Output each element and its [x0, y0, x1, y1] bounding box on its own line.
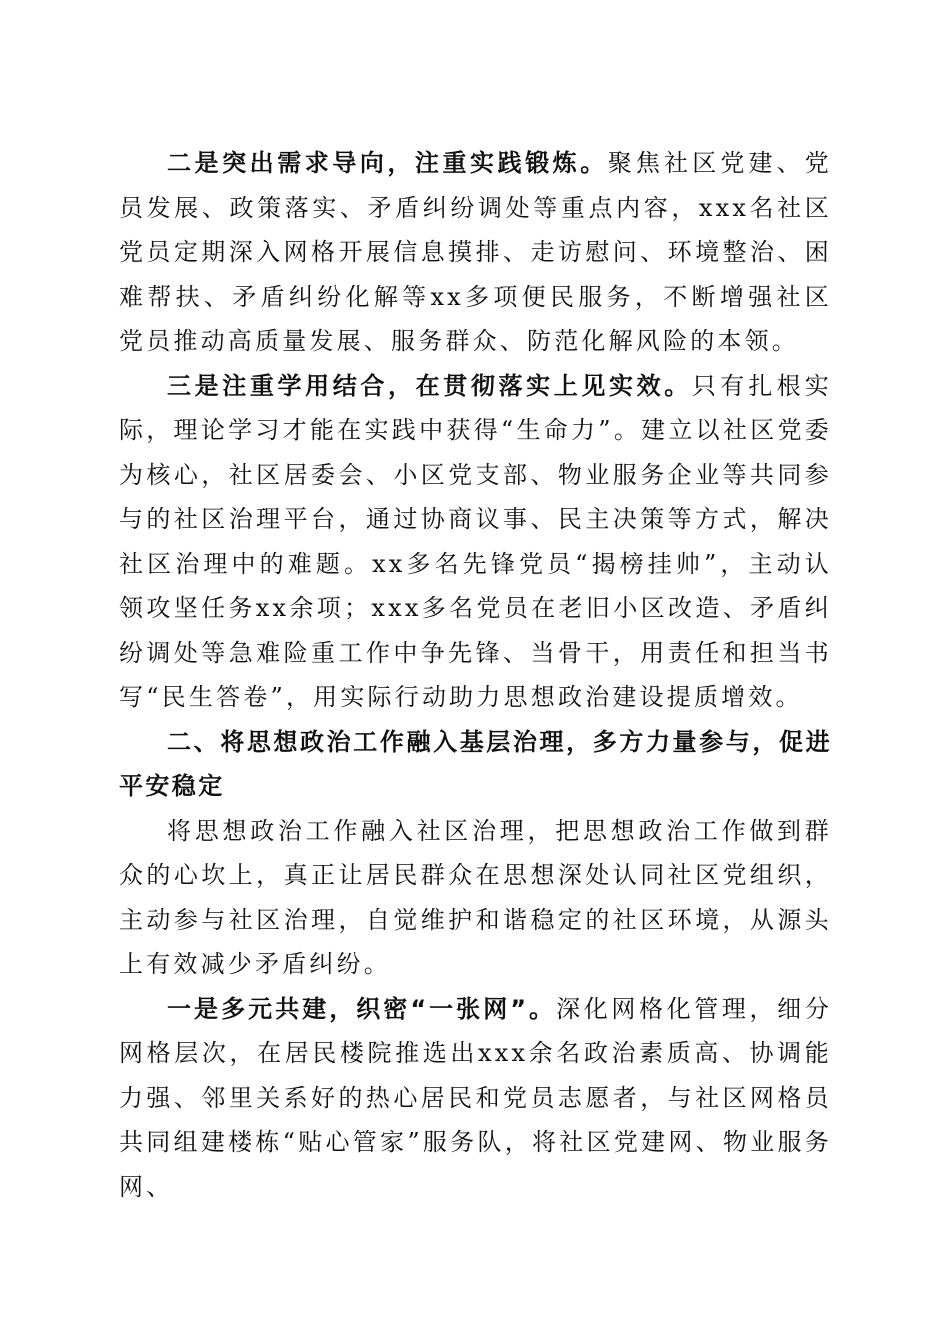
paragraph-practice-training [119, 141, 832, 364]
paragraph-lead: 二是突出需求导向，注重实践锻炼。 [167, 149, 608, 177]
paragraph-learning-application [119, 364, 832, 720]
paragraph-multi-party-building [119, 987, 832, 1210]
paragraph-lead: 三是注重学用结合，在贯彻落实上见实效。 [167, 371, 692, 400]
section-heading: 二、将思想政治工作融入基层治理，多方力量参与，促进平安稳定 [119, 727, 832, 800]
paragraph-lead: 一是多元共建，织密“一张网”。 [167, 994, 557, 1023]
paragraph-text: 深化网格化管理，细分网格层次，在居民楼院推选出xxx余名政治素质高、协调能力强、邻里关系好的热心居民和党员志愿者，与社区网格员共同组建楼栋“贴心管家”服务队，将社区党建网、物业服务网、 [119, 994, 833, 1201]
document-body [119, 141, 832, 1209]
paragraph-text: 只有扎根实际，理论学习才能在实践中获得“生命力”。建立以社区党委为核心，社区居委会、小区党支部、物业服务企业等共同参与的社区治理平台，通过协商议事、民主决策等方式，解决社区治理中的难题。xx多名先锋党员“揭榜挂帅”，主动认领攻坚任务xx余项；xxx多名党员在老旧小区改造、矛盾纠纷调处等急难险重工作中争先锋、当骨干，用责任和担当书写“民生答卷”，用实际行动助力思想政治建设提质增效。 [119, 371, 832, 711]
paragraph-text: 将思想政治工作融入社区治理，把思想政治工作做到群众的心坎上，真正让居民群众在思想深处认同社区党组织，主动参与社区治理，自觉维护和谐稳定的社区环境，从源头上有效减少矛盾纠纷。 [119, 816, 832, 978]
paragraph-section-intro [119, 809, 832, 987]
paragraph-text: 聚焦社区党建、党员发展、政策落实、矛盾纠纷调处等重点内容，xxx名社区党员定期深入网格开展信息摸排、走访慰问、环境整治、困难帮扶、矛盾纠纷化解等xx多项便民服务，不断增强社区党员推动高质量发展、服务群众、防范化解风险的本领。 [119, 149, 832, 355]
